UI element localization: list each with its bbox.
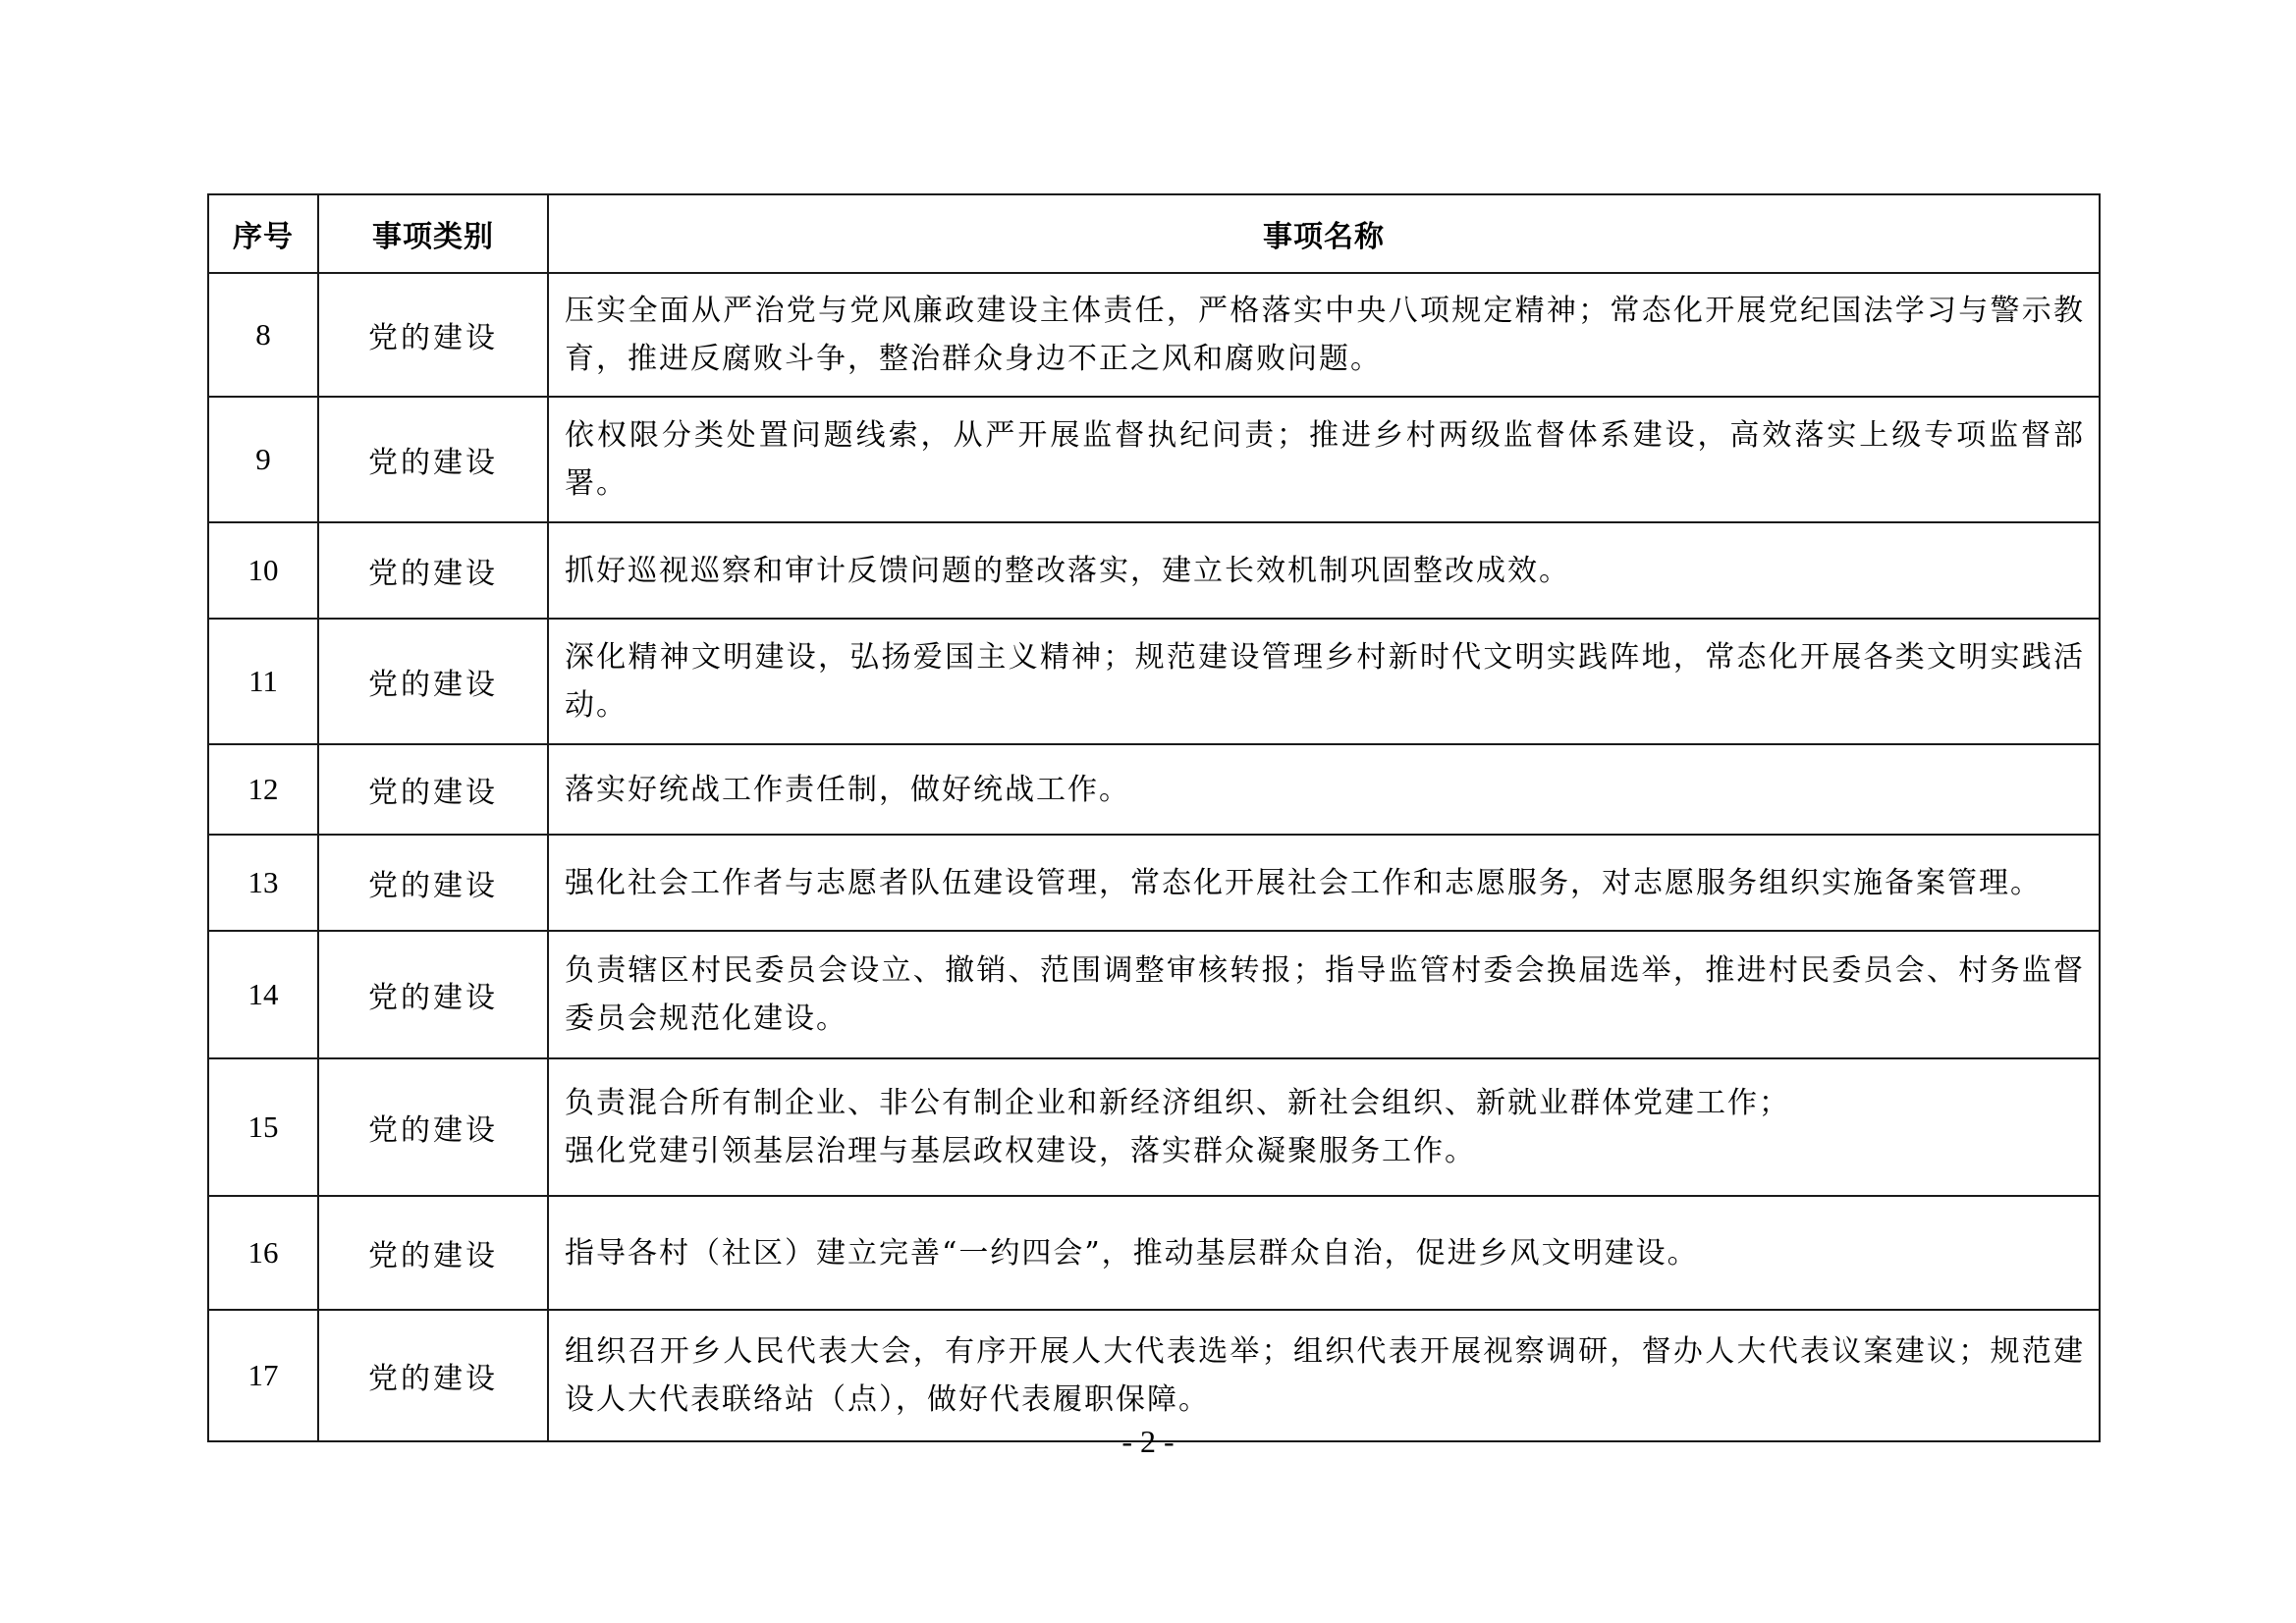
row-index: 11 <box>208 619 318 744</box>
row-item-name-line: 抓好巡视巡察和审计反馈问题的整改落实，建立长效机制巩固整改成效。 <box>565 553 1570 588</box>
row-category: 党的建设 <box>318 931 548 1058</box>
row-category: 党的建设 <box>318 522 548 619</box>
row-index: 13 <box>208 835 318 931</box>
row-item-name <box>548 835 2100 931</box>
row-item-name-line: 负责混合所有制企业、非公有制企业和新经济组织、新社会组织、新就业群体党建工作； <box>565 1086 1790 1120</box>
row-index: 12 <box>208 744 318 835</box>
row-category: 党的建设 <box>318 744 548 835</box>
row-item-name-line: 指导各村（社区）建立完善“一约四会”，推动基层群众自治，促进乡风文明建设。 <box>565 1235 1699 1271</box>
row-category: 党的建设 <box>318 397 548 522</box>
row-category: 党的建设 <box>318 1310 548 1441</box>
table-row <box>208 619 2100 744</box>
table-row <box>208 1196 2100 1310</box>
row-index: 14 <box>208 931 318 1058</box>
table-row <box>208 522 2100 619</box>
row-index: 10 <box>208 522 318 619</box>
items-table <box>207 193 2101 1442</box>
header-category: 事项类别 <box>318 194 548 273</box>
row-index: 9 <box>208 397 318 522</box>
row-item-name <box>548 744 2100 835</box>
table-row <box>208 397 2100 522</box>
row-item-name <box>548 522 2100 619</box>
row-index: 15 <box>208 1058 318 1196</box>
header-index: 序号 <box>208 194 318 273</box>
table-row <box>208 931 2100 1058</box>
page-number: - 2 - <box>1121 1424 1175 1459</box>
row-item-name <box>548 931 2100 1058</box>
row-category: 党的建设 <box>318 1058 548 1196</box>
row-index: 17 <box>208 1310 318 1441</box>
row-item-name <box>548 397 2100 522</box>
table-header-row <box>208 194 2100 273</box>
table-row <box>208 1058 2100 1196</box>
row-item-name-line: 强化社会工作者与志愿者队伍建设管理，常态化开展社会工作和志愿服务，对志愿服务组织实施备案管理。 <box>565 865 2042 900</box>
row-item-name <box>548 273 2100 397</box>
header-name: 事项名称 <box>548 194 2100 273</box>
row-item-name-line: 依权限分类处置问题线索，从严开展监督执纪问责；推进乡村两级监督体系建设，高效落实上级专项监督部署。 <box>565 418 2085 501</box>
row-item-name-line: 强化党建引领基层治理与基层政权建设，落实群众凝聚服务工作。 <box>565 1134 1476 1168</box>
table-row <box>208 1310 2100 1441</box>
row-category: 党的建设 <box>318 1196 548 1310</box>
row-category: 党的建设 <box>318 835 548 931</box>
row-category: 党的建设 <box>318 619 548 744</box>
table-row <box>208 744 2100 835</box>
row-index: 8 <box>208 273 318 397</box>
row-item-name-line: 落实好统战工作责任制，做好统战工作。 <box>565 772 1130 807</box>
row-category: 党的建设 <box>318 273 548 397</box>
row-item-name <box>548 1058 2100 1196</box>
row-item-name-line: 组织召开乡人民代表大会，有序开展人大代表选举；组织代表开展视察调研，督办人大代表议案建议；规范建设人大代表联络站（点），做好代表履职保障。 <box>565 1334 2085 1417</box>
row-item-name <box>548 1196 2100 1310</box>
row-item-name-line: 压实全面从严治党与党风廉政建设主体责任，严格落实中央八项规定精神；常态化开展党纪国法学习与警示教育，推进反腐败斗争，整治群众身边不正之风和腐败问题。 <box>565 294 2085 376</box>
row-item-name <box>548 619 2100 744</box>
row-item-name-line: 负责辖区村民委员会设立、撤销、范围调整审核转报；指导监管村委会换届选举，推进村民委员会、村务监督委员会规范化建设。 <box>565 953 2085 1036</box>
table-row <box>208 273 2100 397</box>
row-index: 16 <box>208 1196 318 1310</box>
row-item-name-line: 深化精神文明建设，弘扬爱国主义精神；规范建设管理乡村新时代文明实践阵地，常态化开展各类文明实践活动。 <box>565 640 2085 723</box>
row-item-name <box>548 1310 2100 1441</box>
table-row <box>208 835 2100 931</box>
table-body <box>208 273 2100 1441</box>
